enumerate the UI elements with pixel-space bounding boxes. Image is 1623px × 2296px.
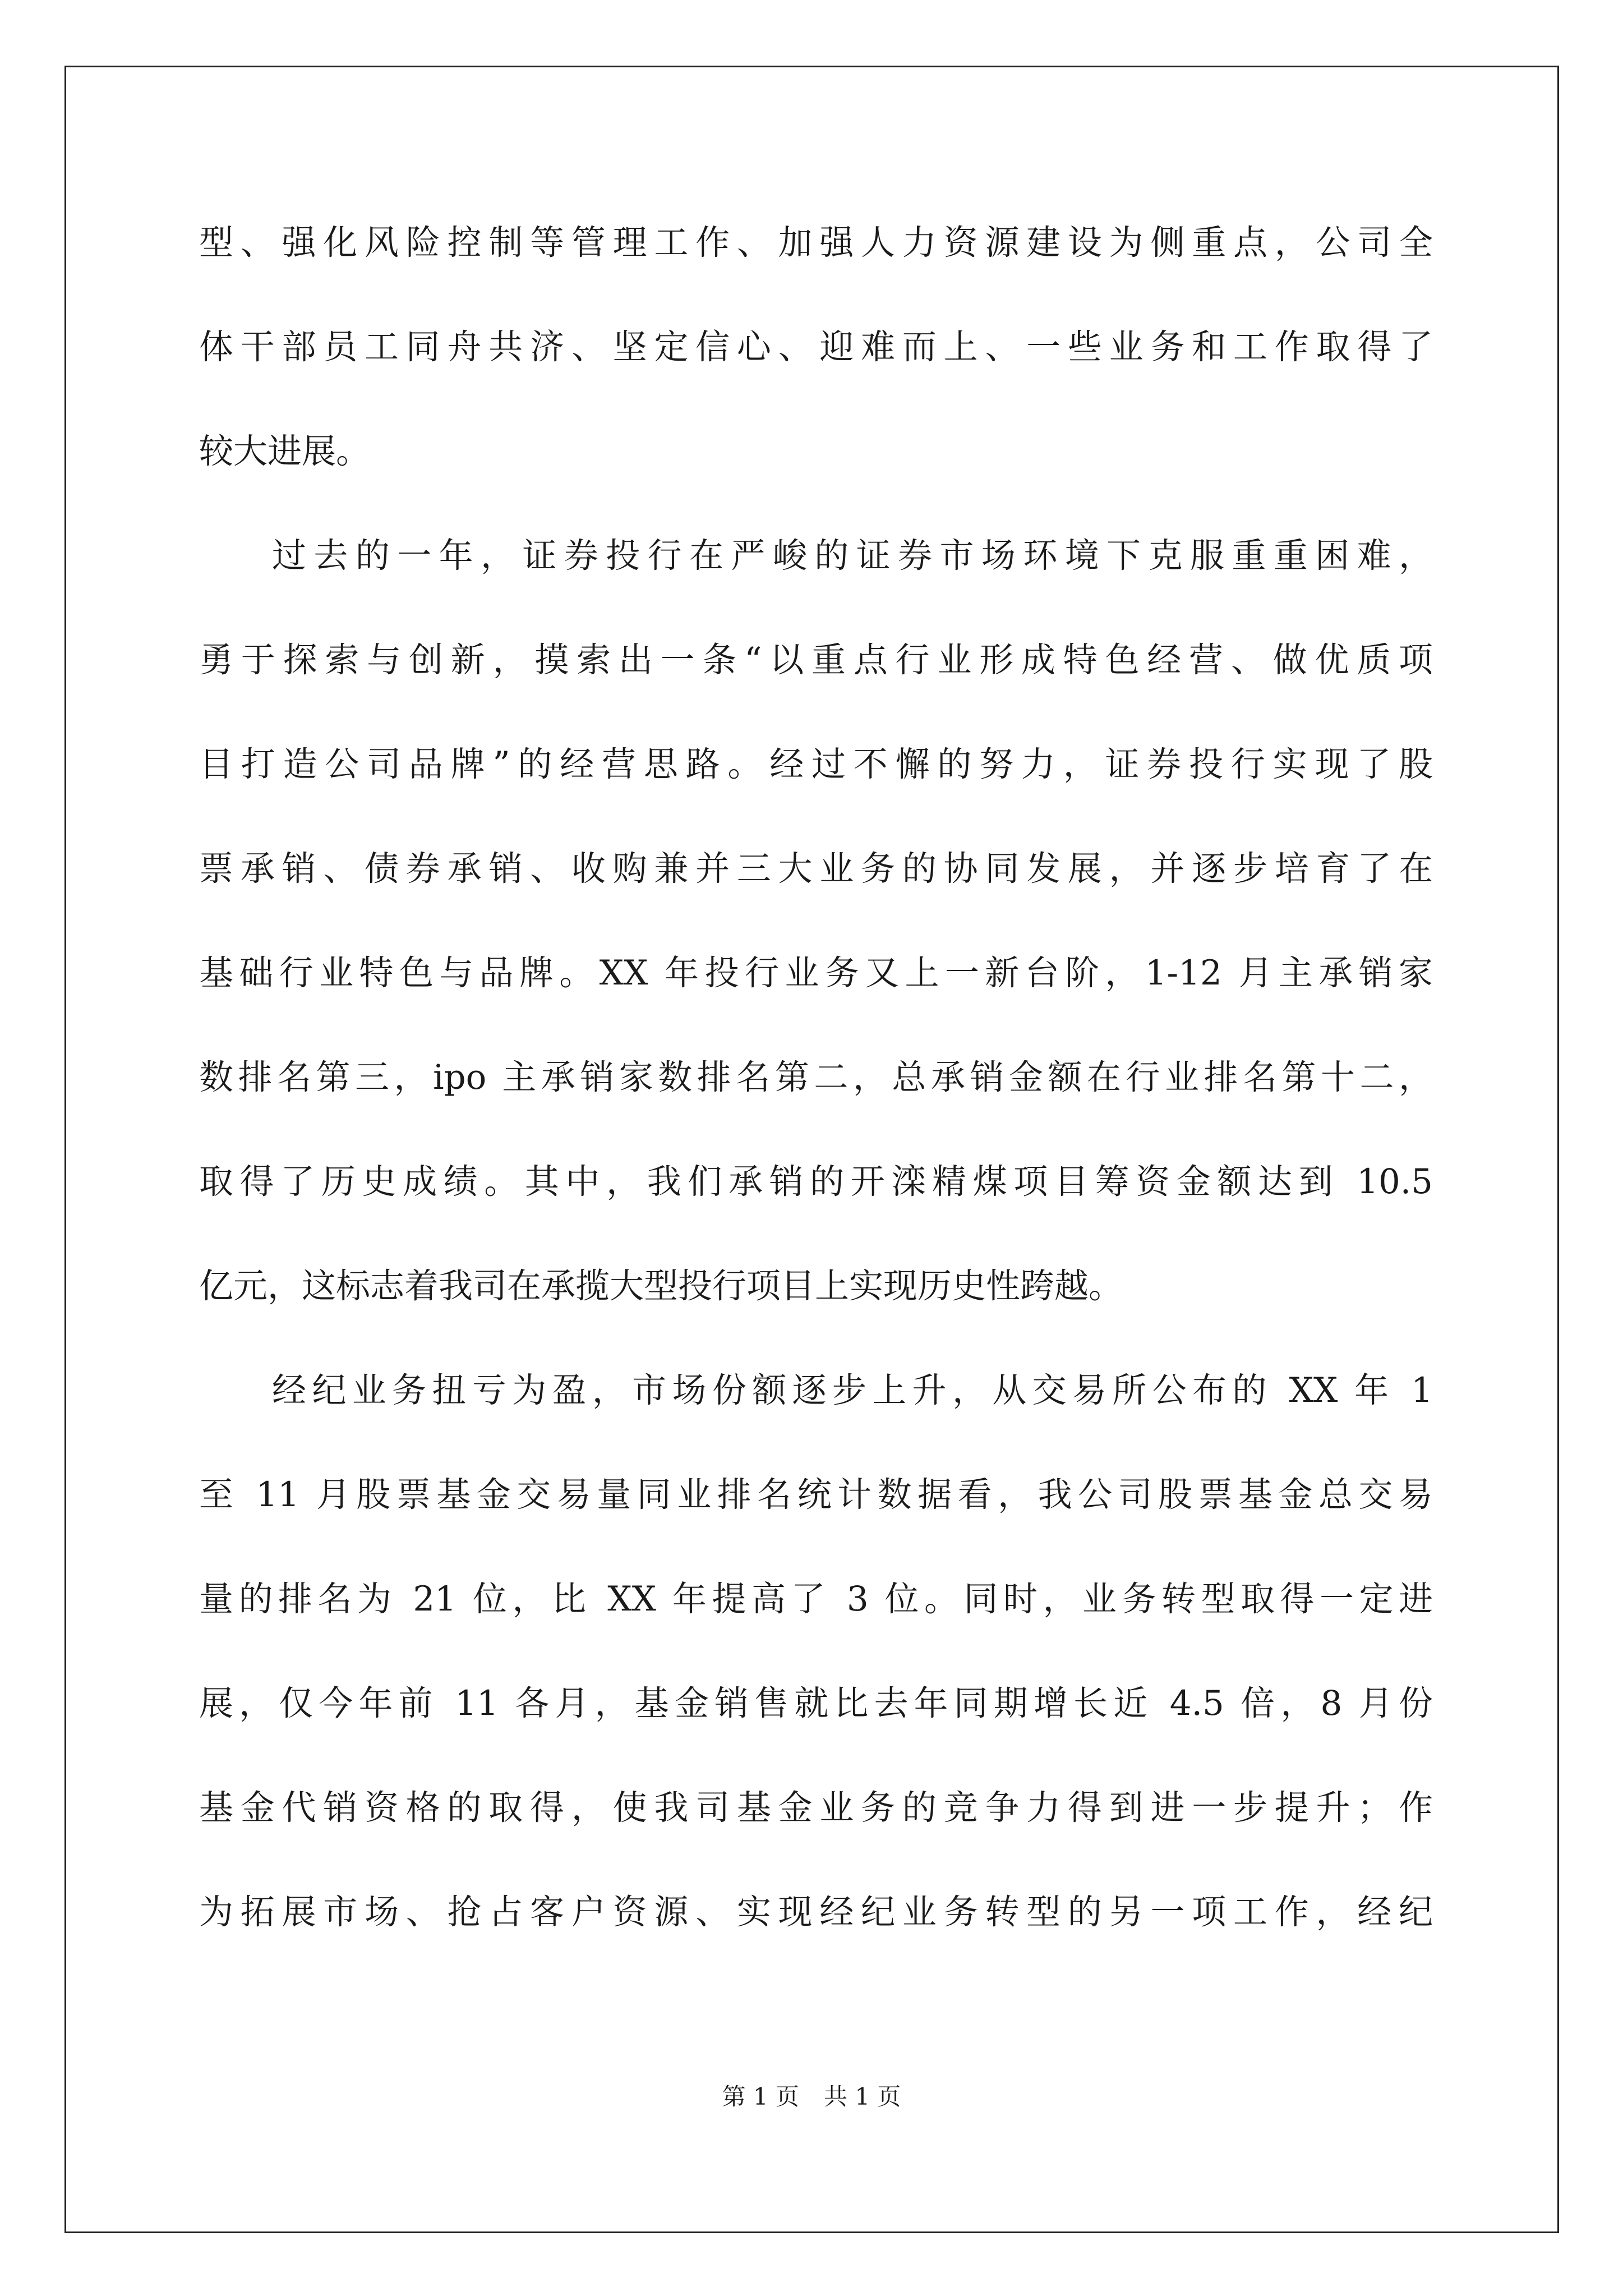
text-line: 至 11 月股票基金交易量同业排名统计数据看，我公司股票基金总交易 xyxy=(199,1475,1433,1515)
page-footer xyxy=(0,2078,1623,2112)
text-line: 勇于探索与创新，摸索出一条“以重点行业形成特色经营、做优质项 xyxy=(199,640,1433,680)
page-total: 共 1 页 xyxy=(824,2083,901,2110)
text-line: 亿元，这标志着我司在承揽大型投行项目上实现历史性跨越。 xyxy=(199,1266,1123,1306)
text-line: 取得了历史成绩。其中，我们承销的开滦精煤项目筹资金额达到 10.5 xyxy=(199,1162,1433,1202)
text-line: 票承销、债券承销、收购兼并三大业务的协同发展，并逐步培育了在 xyxy=(199,849,1433,889)
text-line: 目打造公司品牌”的经营思路。经过不懈的努力，证券投行实现了股 xyxy=(199,744,1433,784)
text-line: 基金代销资格的取得，使我司基金业务的竞争力得到进一步提升；作 xyxy=(199,1788,1433,1828)
text-line: 基础行业特色与品牌。XX 年投行业务又上一新台阶，1-12 月主承销家 xyxy=(199,953,1433,993)
text-line: 体干部员工同舟共济、坚定信心、迎难而上、一些业务和工作取得了 xyxy=(199,327,1433,367)
paragraph-first-line: 过去的一年，证券投行在严峻的证券市场环境下克服重重困难， xyxy=(272,536,1433,576)
paragraph-first-line: 经纪业务扭亏为盈，市场份额逐步上升，从交易所公布的 XX 年 1 xyxy=(272,1370,1433,1410)
page-number: 第 1 页 xyxy=(722,2083,799,2110)
text-line: 展，仅今年前 11 各月，基金销售就比去年同期增长近 4.5 倍，8 月份 xyxy=(199,1683,1433,1723)
text-line: 量的排名为 21 位，比 XX 年提高了 3 位。同时，业务转型取得一定进 xyxy=(199,1579,1433,1619)
text-line: 为拓展市场、抢占客户资源、实现经纪业务转型的另一项工作，经纪 xyxy=(199,1892,1433,1932)
text-line: 数排名第三，ipo 主承销家数排名第二，总承销金额在行业排名第十二， xyxy=(199,1057,1433,1097)
text-line: 型、强化风险控制等管理工作、加强人力资源建设为侧重点，公司全 xyxy=(199,223,1433,263)
text-line: 较大进展。 xyxy=(199,431,371,471)
document-body xyxy=(199,191,1433,1964)
